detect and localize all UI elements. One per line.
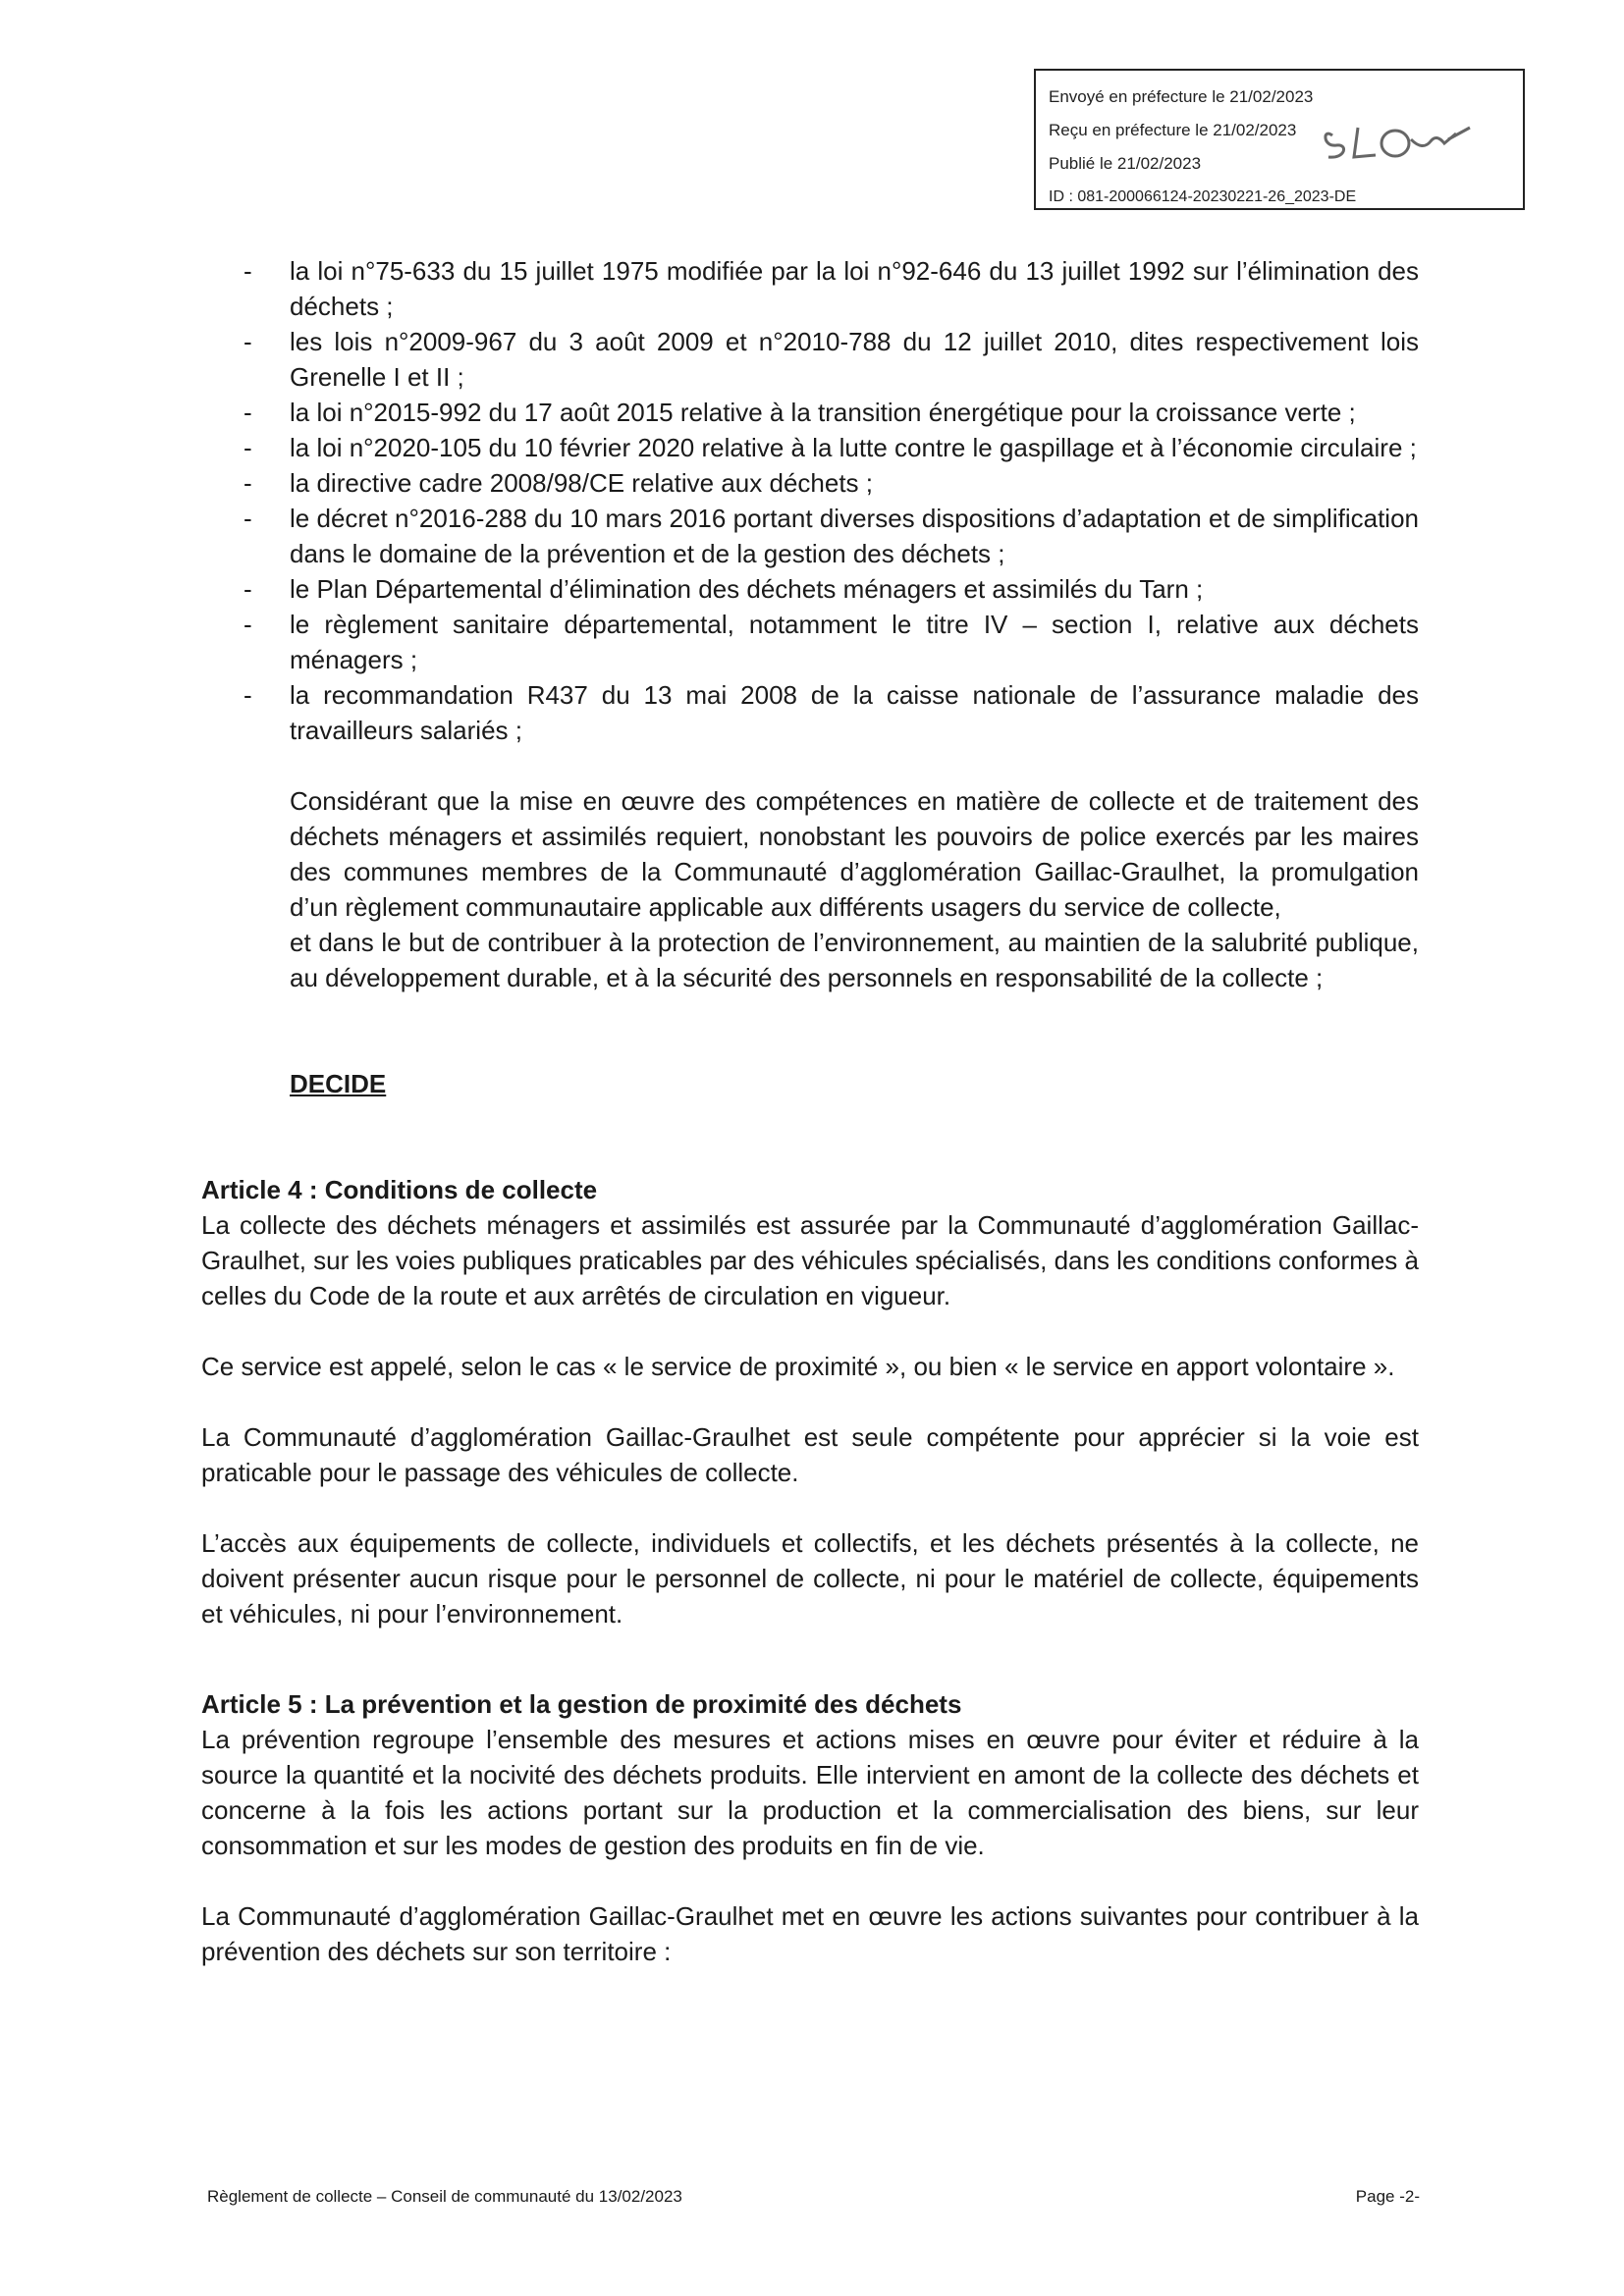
reference-item: - la loi n°2020-105 du 10 février 2020 relative à la lutte contre le gaspillage et à l’économie circulaire ; <box>244 433 1417 462</box>
reference-item: - la recommandation R437 du 13 mai 2008 de la caisse nationale de l’assurance maladie des travailleurs salariés ; <box>244 680 1419 745</box>
reference-item: - les lois n°2009-967 du 3 août 2009 et n°2010-788 du 12 juillet 2010, dites respectivement lois Grenelle I et II ; <box>244 327 1419 392</box>
page-footer <box>207 2187 1420 2207</box>
document-body <box>201 253 1419 1969</box>
reference-item: - le règlement sanitaire départemental, notamment le titre IV – section I, relative aux déchets ménagers ; <box>244 610 1419 674</box>
footer-document-title: Règlement de collecte – Conseil de communauté du 13/02/2023 <box>207 2187 682 2206</box>
article-4-title: Article 4 : Conditions de collecte <box>201 1175 598 1204</box>
reference-item: - le Plan Départemental d’élimination des déchets ménagers et assimilés du Tarn ; <box>244 574 1204 604</box>
article-5-title: Article 5 : La prévention et la gestion de proximité des déchets <box>201 1689 962 1719</box>
reference-item: - la loi n°75-633 du 15 juillet 1975 modifiée par la loi n°92-646 du 13 juillet 1992 sur l’élimination des déchets ; <box>244 256 1419 321</box>
article-4-paragraph: La collecte des déchets ménagers et assimilés est assurée par la Communauté d’agglomération Gaillac-Graulhet, sur les voies publiques praticables par des véhicules spécialisés, dans les conditions conformes à celles du Code de la route et aux arrêtés de circulation en vigueur. <box>201 1210 1419 1310</box>
stamp-signature-icon <box>1321 118 1478 167</box>
article-5-paragraph: La Communauté d’agglomération Gaillac-Graulhet met en œuvre les actions suivantes pour contribuer à la prévention des déchets sur son territoire : <box>201 1901 1419 1966</box>
stamp-sent: Envoyé en préfecture le 21/02/2023 <box>1049 87 1314 106</box>
prefecture-stamp <box>1034 69 1525 210</box>
article-4-paragraph: L’accès aux équipements de collecte, individuels et collectifs, et les déchets présentés à la collecte, ne doivent présenter aucun risque pour le personnel de collecte, ni pour le matériel de collecte, équipements et véhicules, ni pour l’environnement. <box>201 1528 1419 1629</box>
stamp-published: Publié le 21/02/2023 <box>1049 154 1202 173</box>
stamp-received: Reçu en préfecture le 21/02/2023 <box>1049 121 1297 139</box>
considerant-paragraph: Considérant que la mise en œuvre des compétences en matière de collecte et de traitement des déchets ménagers et assimilés requiert, nonobstant les pouvoirs de police exercés par les maires des communes membres de la Communauté d’agglomération Gaillac-Graulhet, la promulgation d’un règlement communautaire applicable aux différents usagers du service de collecte, <box>290 786 1419 922</box>
decide-heading: DECIDE <box>290 1069 387 1098</box>
article-4-paragraph: Ce service est appelé, selon le cas « le service de proximité », ou bien « le service en apport volontaire ». <box>201 1352 1395 1381</box>
article-4-paragraph: La Communauté d’agglomération Gaillac-Graulhet est seule compétente pour apprécier si la voie est praticable pour le passage des véhicules de collecte. <box>201 1422 1419 1487</box>
reference-item: - le décret n°2016-288 du 10 mars 2016 portant diverses dispositions d’adaptation et de simplification dans le domaine de la prévention et de la gestion des déchets ; <box>244 504 1419 568</box>
reference-list <box>201 253 1419 748</box>
considerant-paragraph: et dans le but de contribuer à la protection de l’environnement, au maintien de la salubrité publique, au développement durable, et à la sécurité des personnels en responsabilité de la collecte ; <box>290 928 1419 992</box>
article-5-paragraph: La prévention regroupe l’ensemble des mesures et actions mises en œuvre pour éviter et réduire à la source la quantité et la nocivité des déchets produits. Elle intervient en amont de la collecte des déchets et concerne à la fois les actions portant sur la production et la commercialisation des biens, sur leur consommation et sur les modes de gestion des produits en fin de vie. <box>201 1725 1419 1860</box>
reference-item: - la loi n°2015-992 du 17 août 2015 relative à la transition énergétique pour la croissance verte ; <box>244 398 1356 427</box>
footer-page-number: Page -2- <box>1355 2187 1420 2206</box>
stamp-id: ID : 081-200066124-20230221-26_2023-DE <box>1049 188 1357 205</box>
reference-item: - la directive cadre 2008/98/CE relative aux déchets ; <box>244 468 874 498</box>
